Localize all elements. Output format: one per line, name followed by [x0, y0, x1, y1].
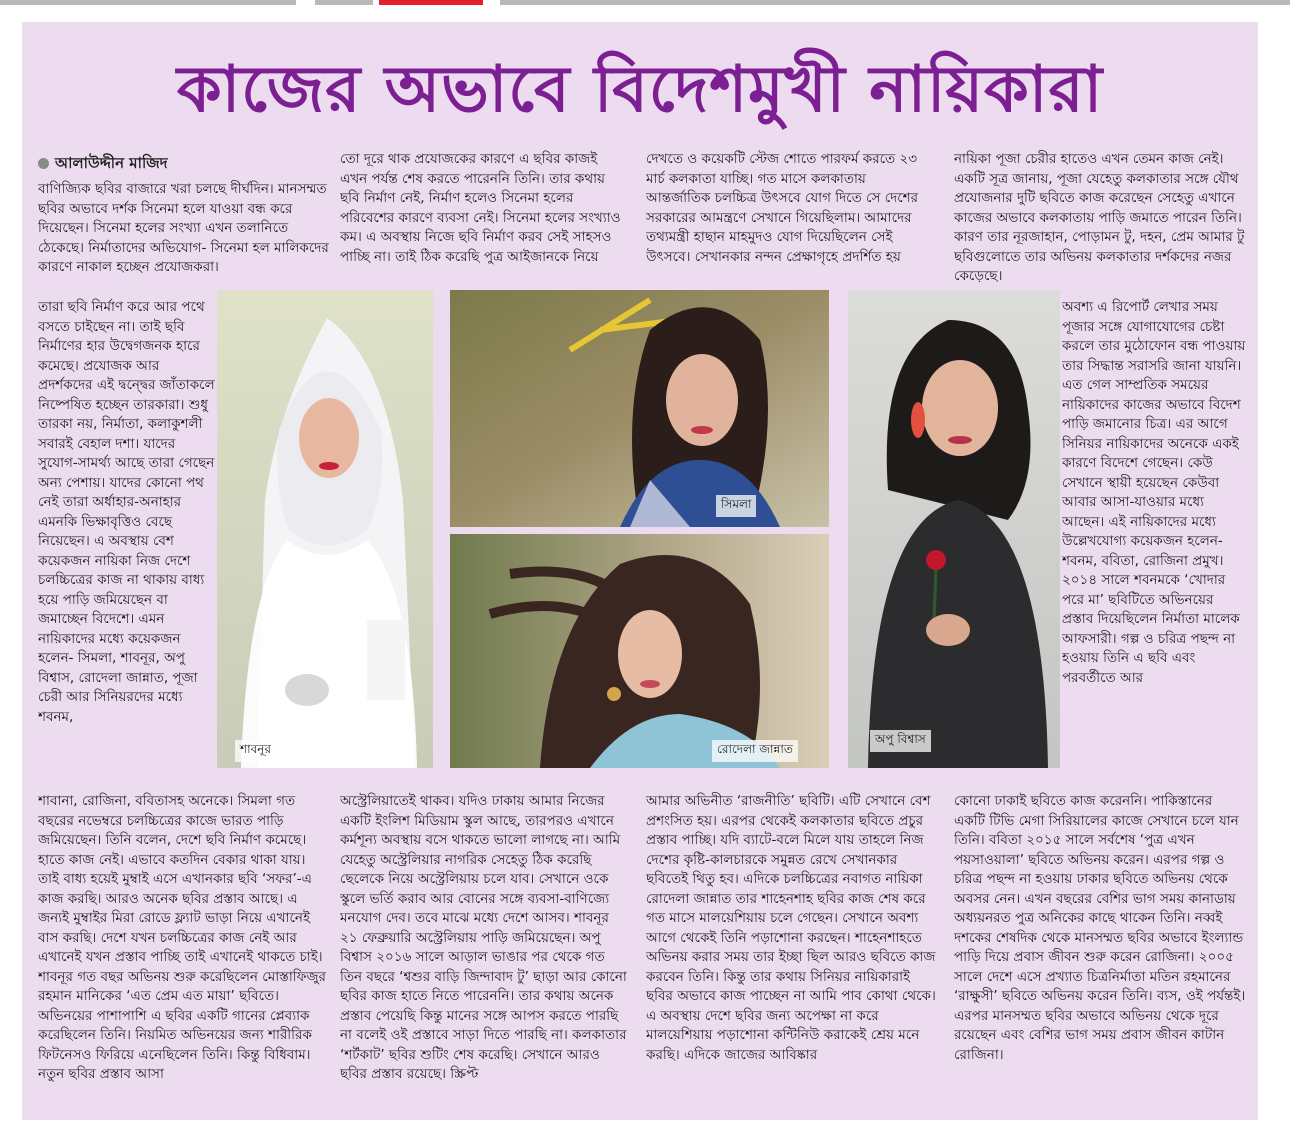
headline: কাজের অভাবে বিদেশমুখী নায়িকারা: [176, 53, 1104, 127]
byline-bullet-icon: [38, 158, 49, 169]
paragraph: দেখতে ও কয়েকটি স্টেজ শোতে পারফর্ম করতে ২৩ মার্চ কলকাতা যাচ্ছি। গত মাসে কলকাতায় আন্তর্জাতিক চলচ্চিত্র উৎসবে যোগ দিতে সে দেশের সরকারের আমন্ত্রণে সেখানে গিয়েছিলাম। আমাদের তথ্যমন্ত্রী হাছান মাহমুদও যোগ দিয়েছিলেন সেই উৎসবে। সেখানকার নন্দন প্রেক্ষাগৃহে প্রদর্শিত হয়: [646, 151, 919, 265]
photo-simla: [450, 290, 829, 527]
shabnur-portrait: [217, 290, 433, 768]
column-2-bottom: [340, 792, 630, 1114]
photo-caption-shabnur: শাবনূর: [235, 740, 276, 762]
column-4-mid: [1062, 298, 1246, 788]
photo-shabnur: [217, 290, 433, 768]
article-page: [22, 22, 1258, 1120]
top-rule-right: [500, 0, 1290, 5]
paragraph: তারা ছবি নির্মাণ করে আর পথে বসতে চাইছেন না। তাই ছবি নির্মাণের হার উদ্বেগজনক হারে কমেছে। প্রযোজক আর প্রদর্শকদের এই দ্বন্দ্বের জাঁতাকলে নিষ্পেষিত হচ্ছেন তারকারা। শুধু তারকা নয়, নির্মাতা, কলাকুশলী সবারই বেহাল দশা। যাদের সুযোগ-সামর্থ্য আছে তারা গেছেন অন্য পেশায়। যাদের কোনো পথ নেই তারা অর্ধাহার-অনাহার এমনকি ভিক্ষাবৃত্তিও বেছে নিয়েছেন। এ অবস্থায় বেশ কয়েকজন নায়িকা নিজ দেশে চলচ্চিত্রের কাজ না থাকায় বাধ্য হয়ে পাড়ি জমিয়েছেন বা জমাচ্ছেন বিদেশে। এমন নায়িকাদের মধ্যে কয়েকজন হলেন- সিমলা, শাবনূর, অপু বিশ্বাস, রোদেলা জান্নাত, পূজা চেরী আর সিনিয়রদের মধ্যে শবনম,: [38, 299, 215, 725]
top-rule-gray: [315, 0, 373, 5]
photo-caption-simla: সিমলা: [716, 495, 756, 517]
photo-rodela: [450, 534, 829, 768]
photo-apu: [848, 290, 1060, 768]
apu-portrait: [848, 290, 1060, 768]
paragraph: আমার অভিনীত ‘রাজনীতি’ ছবিটি। এটি সেখানে বেশ প্রশংসিত হয়। এরপর থেকেই কলকাতার ছবিতে প্রচুর প্রস্তাব পাচ্ছি। যদি ব্যাটে-বলে মিলে যায় তাহলে নিজ দেশের কৃষ্টি-কালচারকে সমুন্নত রেখে সেখানকার ছবিতেই থিতু হব। এদিকে চলচ্চিত্রের নবাগত নায়িকা রোদেলা জান্নাত তার শাহেনশাহ ছবির কাজ শেষ করে গত মাসে মালয়েশিয়ায় চলে গেছেন। সেখানে অবশ্য আগে থেকেই তিনি পড়াশোনা করছেন। শাহেনশাহতে অভিনয় করার সময় তার ইচ্ছা ছিল আরও ছবিতে কাজ করবেন তিনি। কিন্তু তার কথায় সিনিয়র নায়িকারাই ছবির অভাবে কাজ পাচ্ছেন না আমি পাব কোথা থেকে। এ অবস্থায় দেশে ছবির জন্য অপেক্ষা না করে মালয়েশিয়ায় পড়াশোনা কন্টিনিউ করাকেই শ্রেয় মনে করছি। এদিকে জাজের আবিষ্কার: [646, 793, 936, 1063]
photo-caption-apu: অপু বিশ্বাস: [870, 730, 931, 752]
rodela-portrait: [450, 534, 829, 768]
paragraph: নায়িকা পূজা চেরীর হাতেও এখন তেমন কাজ নেই। একটি সূত্র জানায়, পূজা যেহেতু কলকাতার সঙ্গে যৌথ প্রযোজনার দুটি ছবিতে কাজ করেছেন সেহেতু এখানে কাজের অভাবে কলকাতায় পাড়ি জমাতে পারেন তিনি। কারণ তার নূরজাহান, পোড়ামন টু, দহন, প্রেম আমার টু ছবিগুলোতে তার অভিনয় কলকাতার দর্শকদের নজর কেড়েছে।: [954, 151, 1245, 284]
top-rule-left: [0, 0, 296, 5]
column-1-mid: [38, 298, 216, 778]
simla-portrait: [450, 290, 829, 527]
column-4-bottom: [954, 792, 1246, 1114]
paragraph: শাবানা, রোজিনা, ববিতাসহ অনেকে। সিমলা গত বছরের নভেম্বরে চলচ্চিত্রের কাজে ভারত পাড়ি জমিয়েছেন। তিনি বলেন, দেশে ছবি নির্মাণ কমেছে। হাতে কাজ নেই। এভাবে কতদিন বেকার থাকা যায়। তাই বাধ্য হয়েই মুম্বাই এসে এখানকার ছবি ‘সফর’-এ কাজ করছি। আরও অনেক ছবির প্রস্তাব আছে। এ জন্যই মুম্বাইর মিরা রোডে ফ্ল্যাট ভাড়া নিয়ে এখানেই বাস করছি। দেশে যখন চলচ্চিত্রের কাজ নেই আর এখানেই যখন প্রস্তাব পাচ্ছি তাই এখানেই থাকতে চাই। শাবনূর গত বছর অভিনয় শুরু করেছিলেন মোস্তাফিজুর রহমান মানিকের ‘এত প্রেম এত মায়া’ ছবিতে। অভিনয়ের পাশাপাশি এ ছবির একটি গানের প্লেব্যাক করেছিলেন তিনি। নিয়মিত অভিনয়ের জন্য শারীরিক ফিটনেসও ফিরিয়ে এনেছিলেন তিনি। কিন্তু বিধিবাম। নতুন ছবির প্রস্তাব আসা: [38, 793, 326, 1082]
photo-caption-rodela: রোদেলা জান্নাত: [712, 740, 798, 762]
paragraph: তো দূরে থাক প্রযোজকের কারণে এ ছবির কাজই এখন পর্যন্ত শেষ করতে পারেননি তিনি। তার কথায় ছবি নির্মাণ নেই, নির্মাণ হলেও সিনেমা হলের পরিবেশের কারণে ব্যবসা নেই। সিনেমা হলের সংখ্যাও কম। এ অবস্থায় নিজে ছবি নির্মাণ করব সেই সাহসও পাচ্ছি না। তাই ঠিক করেছি পুত্র আইজানকে নিয়ে: [340, 151, 621, 265]
column-3-bottom: [646, 792, 936, 1114]
column-2-top: [340, 150, 628, 284]
column-1-bottom: [38, 792, 330, 1114]
paragraph: অস্ট্রেলিয়াতেই থাকব। যদিও ঢাকায় আমার নিজের একটি ইংলিশ মিডিয়াম স্কুল আছে, তারপরও এখানে কর্মশূন্য অবস্থায় বসে থাকতে ভালো লাগছে না। আমি যেহেতু অস্ট্রেলিয়ার নাগরিক সেহেতু ঠিক করেছি ছেলেকে নিয়ে অস্ট্রেলিয়ায় চলে যাব। সেখানে ওকে স্কুলে ভর্তি করাব আর বোনের সঙ্গে ব্যবসা-বাণিজ্যে মনযোগ দেব। তবে মাঝে মধ্যে দেশে আসব। শাবনূর ২১ ফেব্রুয়ারি অস্ট্রেলিয়ায় পাড়ি জমিয়েছেন। অপু বিশ্বাস ২০১৬ সালে আড়াল ভাঙার পর থেকে গত তিন বছরে ‘শ্বশুর বাড়ি জিন্দাবাদ টু’ ছাড়া আর কোনো ছবির কাজ হাতে নিতে পারেননি। তার কথায় অনেক প্রস্তাব পেয়েছি কিন্তু মানের সঙ্গে আপস করতে পারছি না বলেই ওই প্রস্তাবে সাড়া দিতে পারছি না। কলকাতার ‘শর্টকাট’ ছবির শুটিং শেষ করেছি। সেখানে আরও ছবির প্রস্তাব রয়েছে। স্ক্রিপ্ট: [340, 793, 627, 1082]
paragraph: কোনো ঢাকাই ছবিতে কাজ করেননি। পাকিস্তানের একটি টিভি মেগা সিরিয়ালের কাজে সেখানে চলে যান তিনি। ববিতা ২০১৫ সালে সর্বশেষ ‘পুত্র এখন পয়সাওয়ালা’ ছবিতে অভিনয় করেন। এরপর গল্প ও চরিত্র পছন্দ না হওয়ায় ঢাকার ছবিতে অভিনয় থেকে অবসর নেন। এখন বছরের বেশির ভাগ সময় কানাডায় অধ্যয়নরত পুত্র অনিকের কাছে থাকেন তিনি। নব্বই দশকের শেষদিক থেকে মানসম্মত ছবির অভাবে ইংল্যান্ড পাড়ি দিয়ে প্রবাস জীবন শুরু করেন রোজিনা। ২০০৫ সালে দেশে এসে প্রখ্যাত চিত্রনির্মাতা মতিন রহমানের ‘রাক্ষুসী’ ছবিতে অভিনয় করেন তিনি। ব্যস, ওই পর্যন্তই। এরপর মানসম্মত ছবির অভাবে অভিনয় থেকে দূরে রয়েছেন এবং বেশির ভাগ সময় প্রবাস জীবন কাটান রোজিনা।: [954, 793, 1246, 1063]
paragraph: অবশ্য এ রিপোর্ট লেখার সময় পূজার সঙ্গে যোগাযোগের চেষ্টা করলে তার মুঠোফোন বন্ধ পাওয়ায় তার সিদ্ধান্ত সরাসরি জানা যায়নি। এত গেল সাম্প্রতিক সময়ের নায়িকাদের কাজের অভাবে বিদেশ পাড়ি জমানোর চিত্র। এর আগে সিনিয়র নায়িকাদের অনেকে একই কারণে বিদেশে গেছেন। কেউ সেখানে স্থায়ী হয়েছেন কেউবা আবার আসা-যাওয়ার মধ্যে আছেন। এই নায়িকাদের মধ্যে উল্লেখযোগ্য কয়েকজন হলেন- শবনম, ববিতা, রোজিনা প্রমুখ। ২০১৪ সালে শবনমকে ‘খোদার পরে মা’ ছবিটিতে অভিনয়ের প্রস্তাব দিয়েছিলেন নির্মাতা মালেক আফসারী। গল্প ও চরিত্র পছন্দ না হওয়ায় তিনি এ ছবি এবং পরবর্তীতে আর: [1062, 299, 1246, 686]
column-3-top: [646, 150, 932, 284]
paragraph: বাণিজ্যিক ছবির বাজারে খরা চলছে দীর্ঘদিন। মানসম্মত ছবির অভাবে দর্শক সিনেমা হলে যাওয়া বন্ধ করে দিয়েছেন। সিনেমা হলের সংখ্যা এখন তলানিতে ঠেকেছে। নির্মাতাদের অভিযোগ- সিনেমা হল মালিকদের কারণে নাকাল হচ্ছেন প্রযোজকরা।: [38, 181, 329, 275]
byline-author: আলাউদ্দীন মাজিদ: [55, 154, 168, 172]
byline: [38, 152, 168, 177]
top-rule-red: [379, 0, 483, 5]
column-4-top: [954, 150, 1246, 296]
column-1-top: [38, 180, 330, 292]
